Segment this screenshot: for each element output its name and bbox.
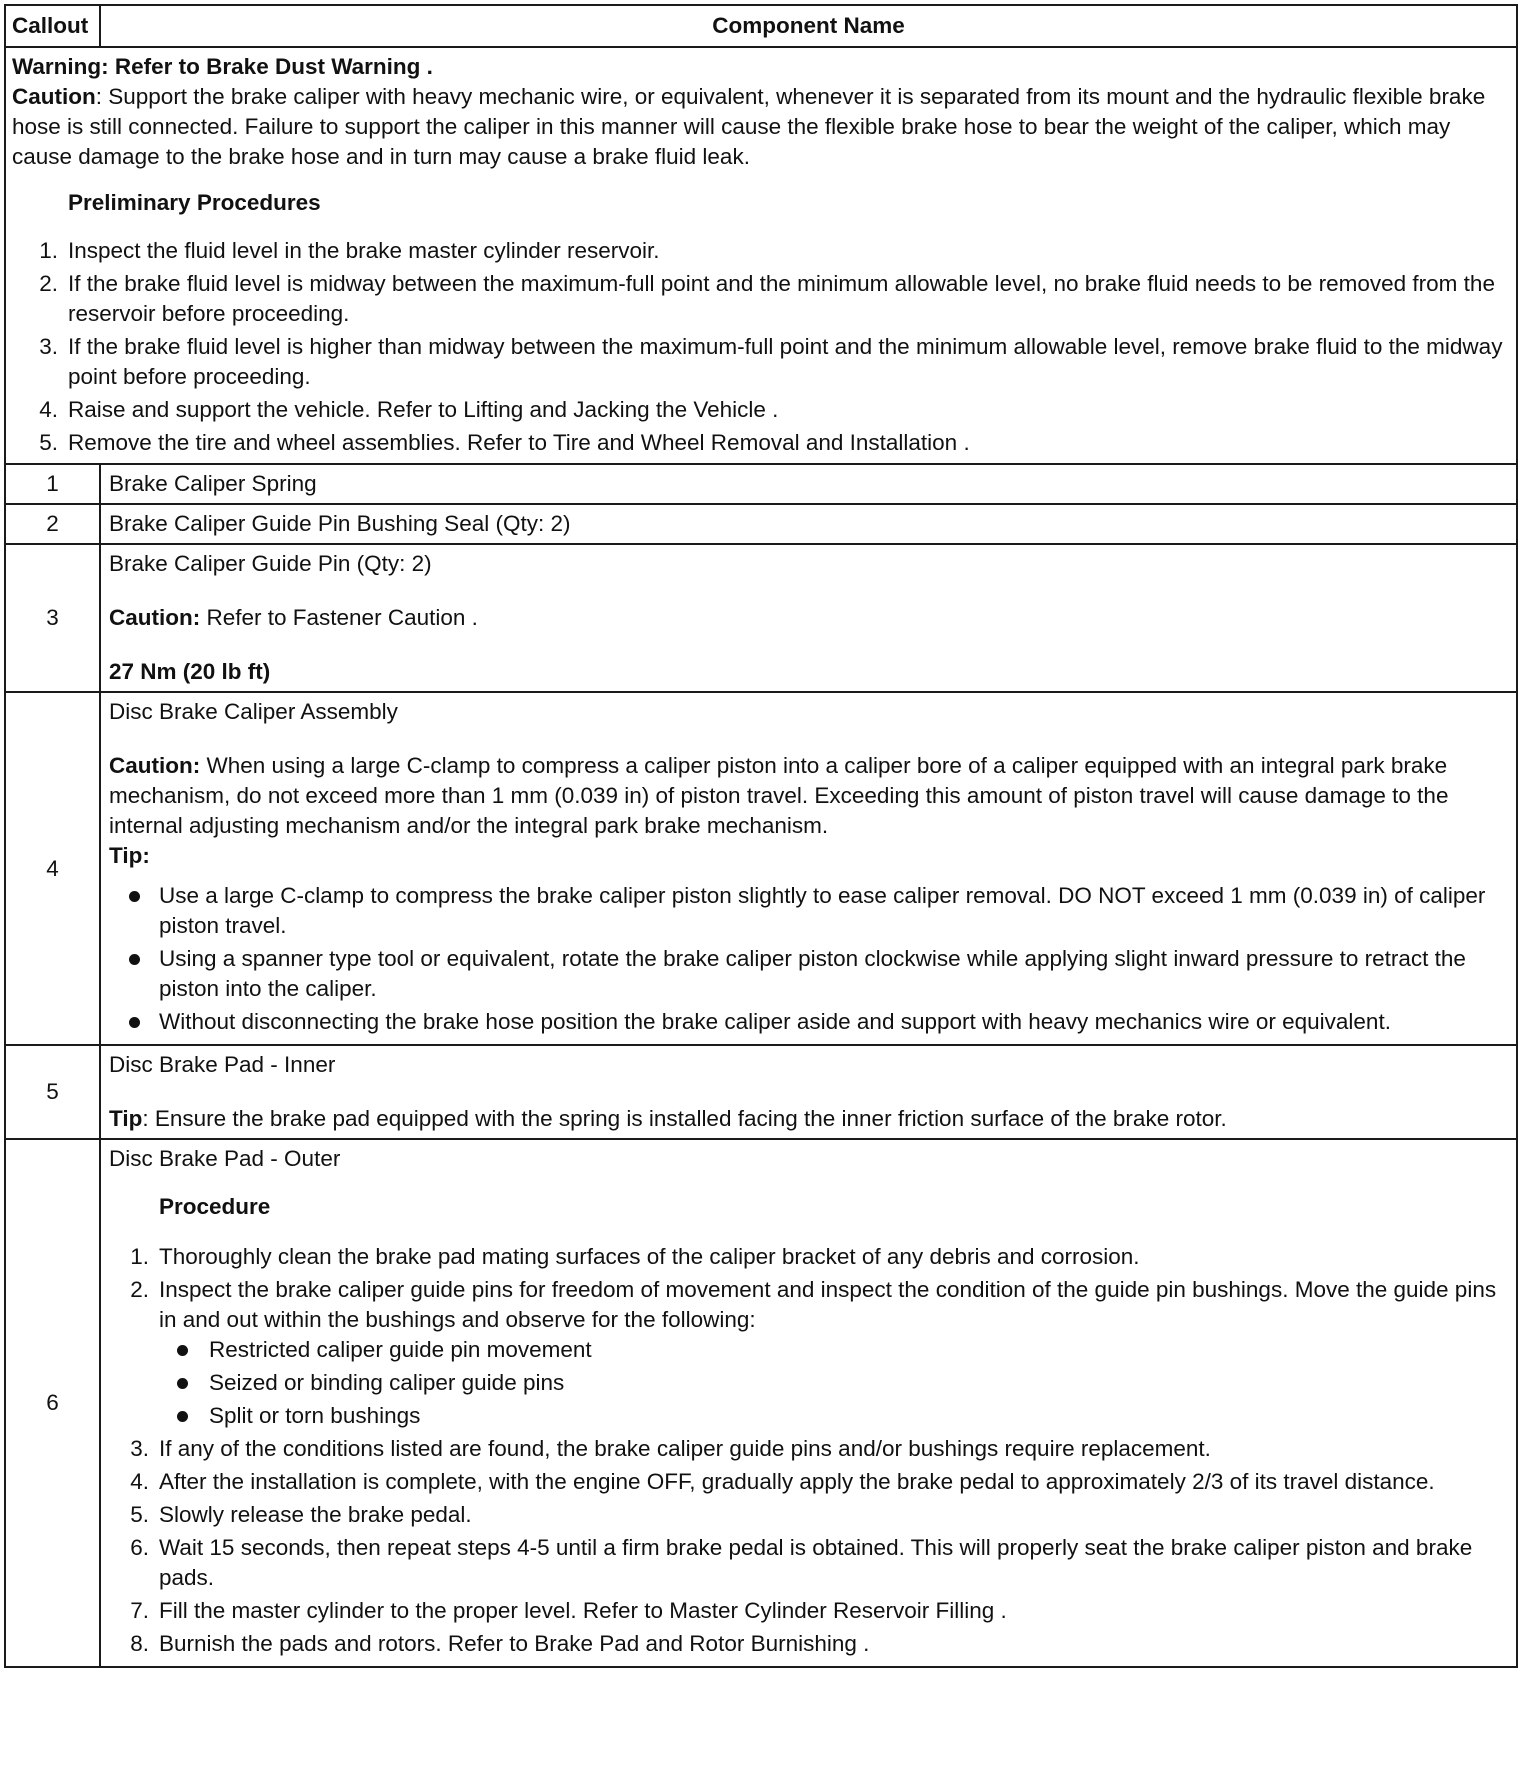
warning-text: : Refer to Brake Dust Warning . — [101, 54, 433, 79]
component-name: Disc Brake Pad - Inner — [109, 1052, 336, 1077]
bullet-icon — [129, 891, 140, 902]
list-item: Restricted caliper guide pin movement — [159, 1335, 1510, 1365]
component-table — [4, 4, 1518, 1668]
list-item: Without disconnecting the brake hose position the brake caliper aside and support with heavy mechanics wire or equivalent. — [109, 1007, 1510, 1037]
component-name: Disc Brake Pad - Outer — [109, 1146, 341, 1171]
caution-label: Caution: — [109, 753, 201, 778]
list-item: 1. Thoroughly clean the brake pad mating surfaces of the caliper bracket of any debris and corrosion. — [130, 1244, 1140, 1269]
list-item: 6. Wait 15 seconds, then repeat steps 4-5 until a firm brake pedal is obtained. This will properly seat the brake caliper piston and brake pads. — [130, 1535, 1473, 1590]
list-item: 1. Inspect the fluid level in the brake master cylinder reservoir. — [39, 238, 660, 263]
caution-paragraph — [12, 82, 1506, 172]
table-row — [5, 504, 1517, 544]
list-item: Using a spanner type tool or equivalent, rotate the brake caliper piston clockwise while applying slight inward pressure to retract the piston into the caliper. — [109, 944, 1510, 1004]
list-item: 4. Raise and support the vehicle. Refer to Lifting and Jacking the Vehicle . — [39, 397, 779, 422]
table-row — [5, 1045, 1517, 1139]
caution-line — [109, 603, 1510, 633]
component-name: Brake Caliper Guide Pin Bushing Seal (Qty: 2) — [100, 504, 1517, 544]
bullet-icon — [177, 1378, 188, 1389]
tip-list — [109, 881, 1510, 1037]
list-item: Use a large C-clamp to compress the brake caliper piston slightly to ease caliper removal. DO NOT exceed 1 mm (0.039 in) of caliper piston travel. — [109, 881, 1510, 941]
procedure-steps — [109, 1242, 1510, 1659]
callout-number: 2 — [5, 504, 100, 544]
procedure-document — [4, 4, 1516, 1668]
callout-number: 4 — [5, 692, 100, 1045]
caution-text: : Support the brake caliper with heavy mechanic wire, or equivalent, whenever it is separated from its mount and the hydraulic flexible brake hose is still connected. Failure to support the caliper in this manner will cause the flexible brake hose to bear the weight of the caliper, which may cause damage to the brake hose and in turn may cause a brake fluid leak. — [12, 84, 1486, 169]
tip-line — [109, 1104, 1510, 1134]
list-item: 3. If any of the conditions listed are found, the brake caliper guide pins and/or bushings require replacement. — [130, 1436, 1211, 1461]
callout-number: 1 — [5, 464, 100, 504]
condition-list — [159, 1335, 1510, 1431]
caution-label: Caution — [12, 84, 96, 109]
component-cell — [100, 1045, 1517, 1139]
callout-number: 5 — [5, 1045, 100, 1139]
callout-number: 6 — [5, 1139, 100, 1667]
component-cell — [100, 1139, 1517, 1667]
callout-header: Callout — [5, 5, 100, 47]
list-item: 4. After the installation is complete, with the engine OFF, gradually apply the brake pedal to approximately 2/3 of its travel distance. — [130, 1469, 1435, 1494]
tip-label: Tip: — [109, 843, 150, 868]
list-item: Seized or binding caliper guide pins — [159, 1368, 1510, 1398]
header-row — [5, 5, 1517, 47]
component-name: Brake Caliper Guide Pin (Qty: 2) — [109, 551, 432, 576]
warning-label: Warning — [12, 54, 102, 79]
callout-number: 3 — [5, 544, 100, 692]
list-item: 5. Remove the tire and wheel assemblies. Refer to Tire and Wheel Removal and Installation . — [39, 430, 970, 455]
list-item: Split or torn bushings — [159, 1401, 1510, 1431]
bullet-icon — [129, 954, 140, 965]
bullet-icon — [129, 1017, 140, 1028]
component-name-header: Component Name — [100, 5, 1517, 47]
table-row — [5, 692, 1517, 1045]
tip-label: Tip — [109, 1106, 143, 1131]
procedure-title: Procedure — [159, 1194, 271, 1219]
list-item: 2. If the brake fluid level is midway between the maximum-full point and the minimum allowable level, no brake fluid needs to be removed from the reservoir before proceeding. — [39, 271, 1495, 326]
tip-text: : Ensure the brake pad equipped with the spring is installed facing the inner friction surface of the brake rotor. — [142, 1106, 1227, 1131]
component-cell — [100, 692, 1517, 1045]
preliminary-steps — [12, 236, 1506, 458]
caution-text: When using a large C-clamp to compress a caliper piston into a caliper bore of a caliper equipped with an integral park brake mechanism, do not exceed more than 1 mm (0.039 in) of piston travel. Exceeding this amount of piston travel will cause damage to the internal adjusting mechanism and/or the integral park brake mechanism. — [109, 753, 1449, 838]
caution-text: Refer to Fastener Caution . — [200, 605, 478, 630]
list-item: 7. Fill the master cylinder to the proper level. Refer to Master Cylinder Reservoir Filling . — [130, 1598, 1007, 1623]
component-name: Brake Caliper Spring — [100, 464, 1517, 504]
list-item: 8. Burnish the pads and rotors. Refer to Brake Pad and Rotor Burnishing . — [130, 1631, 870, 1656]
list-item: 5. Slowly release the brake pedal. — [130, 1502, 472, 1527]
list-item: 3. If the brake fluid level is higher than midway between the maximum-full point and the minimum allowable level, remove brake fluid to the midway point before proceeding. — [39, 334, 1503, 389]
bullet-icon — [177, 1411, 188, 1422]
intro-cell — [5, 47, 1517, 464]
component-name: Disc Brake Caliper Assembly — [109, 699, 398, 724]
table-row — [5, 544, 1517, 692]
component-cell — [100, 544, 1517, 692]
intro-row — [5, 47, 1517, 464]
bullet-icon — [177, 1345, 188, 1356]
caution-paragraph — [109, 751, 1510, 841]
warning-line — [12, 52, 1506, 82]
table-row — [5, 1139, 1517, 1667]
torque-spec: 27 Nm (20 lb ft) — [109, 659, 271, 684]
preliminary-title: Preliminary Procedures — [68, 190, 321, 215]
caution-label: Caution: — [109, 605, 201, 630]
table-row — [5, 464, 1517, 504]
list-item: 2. Inspect the brake caliper guide pins for freedom of movement and inspect the condition of the guide pin bushings. Move the guide pins in and out within the bushings and observe for the following: Restricted caliper guide pin movement Seized or binding caliper guide pins Split or torn bushings — [109, 1275, 1510, 1431]
